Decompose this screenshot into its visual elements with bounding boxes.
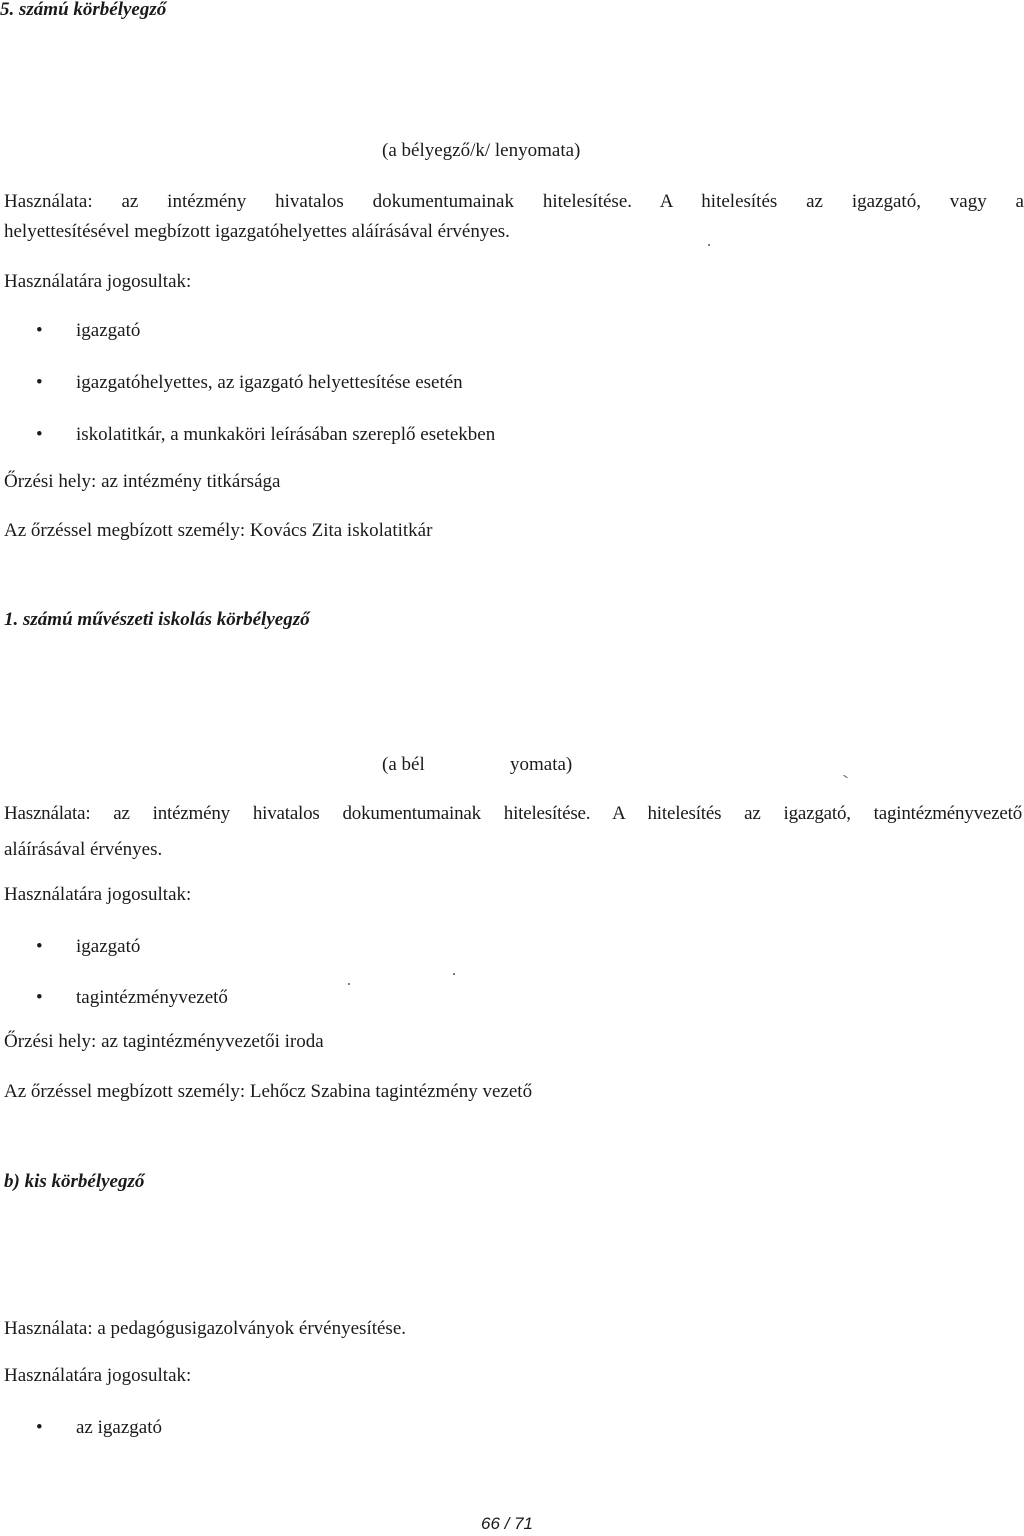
section-5-authorized-item: igazgató	[76, 320, 141, 341]
scan-speck	[348, 983, 350, 985]
section-5-storage: Őrzési hely: az intézmény titkársága	[4, 471, 281, 492]
bullet-icon: •	[36, 987, 43, 1008]
scan-speck	[843, 775, 848, 779]
scan-speck	[453, 973, 455, 975]
section-5-authorized-item: igazgatóhelyettes, az igazgató helyettesítése esetén	[76, 372, 463, 393]
section-1-stamp-caption-right: yomata)	[510, 754, 573, 775]
section-b-authorized-label: Használatára jogosultak:	[4, 1365, 192, 1386]
section-5-authorized-item: iskolatitkár, a munkaköri leírásában szereplő esetekben	[76, 424, 496, 445]
section-1-custodian: Az őrzéssel megbízott személy: Lehőcz Szabina tagintézmény vezető	[4, 1081, 533, 1102]
bullet-icon: •	[36, 936, 43, 957]
bullet-icon: •	[36, 424, 43, 445]
section-5-usage-line-2: helyettesítésével megbízott igazgatóhelyettes aláírásával érvényes.	[4, 221, 510, 242]
section-b-usage: Használata: a pedagógusigazolványok érvényesítése.	[4, 1318, 407, 1339]
section-b-heading: b) kis körbélyegző	[4, 1171, 145, 1192]
section-1-stamp-caption-left: (a bél	[382, 754, 425, 775]
section-1-usage-line-1: Használata: az intézmény hivatalos dokumentumainak hitelesítése. A hitelesítés az igazgató, tagintézményvezető	[4, 803, 1022, 824]
bullet-icon: •	[36, 320, 43, 341]
section-1-authorized-item: tagintézményvezető	[76, 987, 228, 1008]
section-1-storage: Őrzési hely: az tagintézményvezetői iroda	[4, 1031, 324, 1052]
page-number: 66 / 71	[481, 1514, 533, 1533]
section-5-usage-line-1: Használata: az intézmény hivatalos dokumentumainak hitelesítése. A hitelesítés az igazgató, vagy a	[4, 191, 1024, 212]
scan-speck	[708, 244, 710, 246]
section-1-heading: 1. számú művészeti iskolás körbélyegző	[4, 609, 310, 630]
section-1-authorized-label: Használatára jogosultak:	[4, 884, 192, 905]
section-5-heading: 5. számú körbélyegző	[0, 0, 167, 20]
section-b-authorized-item: az igazgató	[76, 1417, 162, 1438]
section-5-custodian: Az őrzéssel megbízott személy: Kovács Zita iskolatitkár	[4, 520, 433, 541]
section-5-authorized-label: Használatára jogosultak:	[4, 271, 192, 292]
section-1-authorized-item: igazgató	[76, 936, 141, 957]
bullet-icon: •	[36, 1417, 43, 1438]
section-5-stamp-caption: (a bélyegző/k/ lenyomata)	[382, 140, 581, 161]
section-1-usage-line-2: aláírásával érvényes.	[4, 839, 163, 860]
bullet-icon: •	[36, 372, 43, 393]
